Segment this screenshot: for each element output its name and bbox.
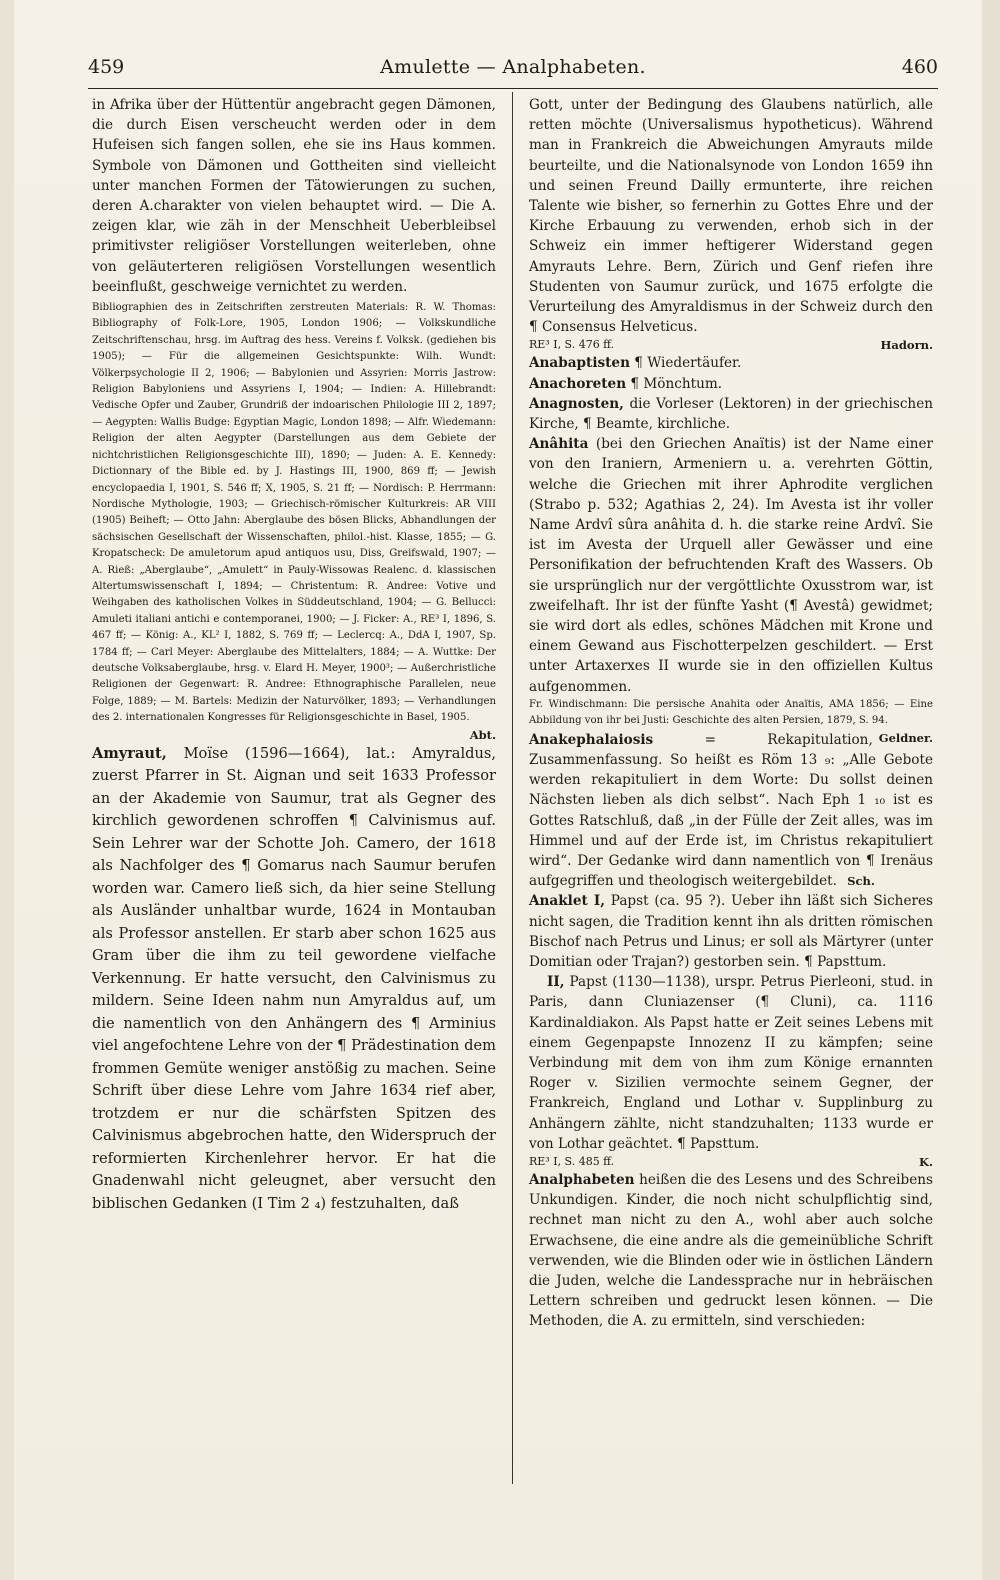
page-edge-left	[0, 0, 14, 1580]
anahita-reference-text: Fr. Windischmann: Die persische Anahita oder Anaïtis, AMA 1856; — Eine Abbildung von ihr bei Justi: Geschichte des alten Persien, 1879, S. 94.	[529, 698, 933, 727]
entry-analphabeten	[529, 1170, 933, 1332]
running-head	[88, 54, 938, 84]
amyraut-reference-text: RE³ I, S. 476 ff.	[529, 338, 615, 352]
page-edge-right	[982, 0, 1000, 1580]
amyraut-continuation: Gott, unter der Bedingung des Glaubens natürlich, alle retten möchte (Universalismus hypotheticus). Während man in Frankreich die Abweichungen Amyrauts milde beurteilte, und die Nationalsynode von London 1659 ihn und seinen Freund Dailly ermunterte, ihre reichen Talente wie bisher, so fernerhin zu Gottes Ehre und der Kirche Erbauung zu verwenden, erhob sich in der Schweiz ein immer heftigerer Widerstand gegen Amyrauts Lehre. Bern, Zürich und Genf riefen ihre Studenten von Saumur zurück, und 1675 erfolgte die Verurteilung des Amyraldismus in der Schweiz durch den ¶ Consensus Helveticus.	[529, 97, 933, 336]
lemma-anaklet: Anaklet I,	[529, 893, 606, 910]
entry-anahita	[529, 434, 933, 697]
lemma-anahita: Anâhita	[529, 436, 589, 453]
left-column	[92, 95, 496, 1215]
running-title: Amulette — Analphabeten.	[380, 56, 646, 78]
lemma-anakephalaiosis: Anakephalaiosis	[529, 731, 654, 748]
anaklet-reference-text: RE³ I, S. 485 ff.	[529, 1154, 615, 1168]
right-column	[529, 95, 933, 1332]
anaklet-reference	[529, 1154, 933, 1170]
page-number-right: 460	[901, 56, 938, 78]
anakephalaiosis-text: = Rekapitulation, Zusammenfassung. So heißt es Röm 13 ₉: „Alle Gebote werden rekapituliert in dem Worte: Du sollst deinen Nächsten lieben als dich selbst“. Nach Eph 1 ₁₀ ist es Gottes Ratschluß, daß „in der Fülle der Zeit alles, was im Himmel und auf der Erde ist, im Christus rekapituliert wird“. Der Gedanke wird dann namentlich von ¶ Irenäus aufgegriffen und theologisch weitergebildet.	[529, 731, 933, 890]
anaklet-ii-text: Papst (1130—1138), urspr. Petrus Pierleoni, stud. in Paris, dann Cluniazenser (¶ Cluni), ca. 1116 Kardinaldiakon. Als Papst hatte er Zeit seines Lebens mit einem Gegenpapste Innozenz II zu kämpfen; seine Verbindung mit dem von ihm zum Könige ernannten Roger v. Sizilien vermochte seinem Gegner, der Frankreich, England und Lothar v. Supplinburg zu Anhängern zählte, nicht standzuhalten; 1133 wurde er von Lothar geächtet. ¶ Papsttum.	[529, 974, 933, 1152]
header-rule	[88, 88, 938, 89]
amulette-signature: Abt.	[469, 727, 496, 742]
anagnosten-text: die Vorleser (Lektoren) in der griechischen Kirche, ¶ Beamte, kirchliche.	[529, 395, 933, 433]
anaklet-signature: K.	[919, 1154, 933, 1169]
lemma-anachoreten: Anachoreten	[529, 375, 627, 392]
entry-amyraut	[92, 743, 496, 1216]
lemma-anabaptisten: Anabaptisten	[529, 355, 630, 372]
entry-anaklet-ii	[529, 972, 933, 1154]
amyraut-reference	[529, 337, 933, 353]
entry-anagnosten	[529, 394, 933, 434]
lemma-anagnosten: Anagnosten,	[529, 395, 624, 412]
amulette-bibliography: Bibliographien des in Zeitschriften zerstreuten Materials: R. W. Thomas: Bibliography of Folk-Lore, 1905, London 1906; — Volkskundliche Zeitschriftenschau, hrsg. im Auftrag des hess. Vereins f. Volksk. (gediehen bis 1905); — Für die allgemeinen Gesichtspunkte: Wilh. Wundt: Völkerpsychologie II 2, 1906; — Babylonien und Assyrien: Morris Jastrow: Religion Babyloniens und Assyriens I, 1904; — Indien: A. Hillebrandt: Vedische Opfer und Zauber, Grundriß der indoarischen Philologie III 2, 1897; — Aegypten: Wallis Budge: Egyptian Magic, London 1898; — Alfr. Wiedemann: Religion der alten Aegypter (Darstellungen aus dem Gebiete der nichtchristlichen Religionsgeschichte III), 1890; — Juden: A. E. Kennedy: Dictionnary of the Bible ed. by J. Hastings III, 1900, 869 ff; — Jewish encyclopaedia I, 1901, S. 546 ff; X, 1905, S. 21 ff; — Nordisch: P. Herrmann: Nordische Mythologie, 1903; — Griechisch-römischer Kulturkreis: AR VIII (1905) Beiheft; — Otto Jahn: Aberglaube des bösen Blicks, Abhandlungen der sächsischen Gesellschaft der Wissenschaften, philol.-hist. Klasse, 1855; — G. Kropatscheck: De amuletorum apud antiquos usu, Diss, Greifswald, 1907; — A. Rieß: „Aberglaube“, „Amulett“ in Pauly-Wissowas Realenc. d. klassischen Altertumswissenschaft I, 1894; — Christentum: R. Andree: Votive und Weihgaben des katholischen Volkes in Süddeutschland, 1904; — G. Bellucci: Amuleti italiani antichi e contemporanei, 1900; — J. Ficker: A., RE³ I, 1896, S. 467 ff; — König: A., KL² I, 1882, S. 769 ff; — Leclercq: A., DdA I, 1907, Sp. 1784 ff; — Carl Meyer: Aberglaube des Mittelalters, 1884; — A. Wuttke: Der deutsche Volksaberglaube, hrsg. v. Elard H. Meyer, 1900³; — Außerchristliche Religionen der Gegenwart: R. Andree: Ethnographische Parallelen, neue Folge, 1889; — M. Bartels: Medizin der Naturvölker, 1893; — Verhandlungen des 2. internationalen Kongresses für Religionsgeschichte in Basel, 1905.	[92, 302, 496, 724]
analphabeten-text: heißen die des Lesens und des Schreibens Unkundigen. Kinder, die noch nicht schulpflichtig sind, rechnet man nicht zu den A., wohl aber auch solche Erwachsene, die eine andre als die gemeinübliche Schrift verwenden, wie die Blinden oder wie in östlichen Ländern die Juden, welche die Landessprache nur in hebräischen Lettern schreiben und gedruckt lesen können. — Die Methoden, die A. zu ermitteln, sind verschieden:	[529, 1171, 934, 1330]
amulette-paragraph: in Afrika über der Hüttentür angebracht gegen Dämonen, die durch Eisen verscheucht werden oder in dem Hufeisen sich fangen sollen, ehe sie ins Haus kommen. Symbole von Dämonen und Gottheiten sind vielleicht unter manchen Formen der Tätowierungen zu suchen, deren A.charakter von vielen behauptet wird. — Die A. zeigen klar, wie zäh in der Menschheit Ueberbleibsel primitivster religiöser Vorstellungen weiterleben, ohne von geläuterteren religiösen Vorstellungen wesentlich beeinflußt, geschweige vernichtet zu werden.	[92, 97, 496, 295]
anaklet-text: Papst (ca. 95 ?). Ueber ihn läßt sich Sicheres nicht sagen, die Tradition kennt ihn als dritten römischen Bischof nach Petrus und Linus; er soll als Märtyrer (unter Domitian oder Trajan?) gestorben sein. ¶ Papsttum.	[529, 893, 934, 970]
page-number-left: 459	[88, 56, 125, 78]
lemma-anaklet-ii: II,	[547, 974, 565, 991]
entry-anachoreten	[529, 374, 933, 394]
anahita-signature: Geldner.	[878, 730, 933, 745]
lemma-amyraut: Amyraut,	[92, 744, 167, 762]
amyraut-signature: Hadorn.	[880, 338, 933, 353]
column-rule	[512, 92, 513, 1484]
anakephalaiosis-signature: Sch.	[847, 874, 875, 889]
lemma-analphabeten: Analphabeten	[529, 1171, 635, 1188]
amyraut-text: Moïse (1596—1664), lat.: Amyraldus, zuerst Pfarrer in St. Aignan und seit 1633 Professor an der Akademie von Saumur, trat als Gegner des kirchlich gewordenen schroffen ¶ Calvinismus auf. Sein Lehrer war der Schotte Joh. Camero, der 1618 als Nachfolger des ¶ Gomarus nach Saumur berufen worden war. Camero ließ sich, da hier seine Stellung als Ausländer unhaltbar wurde, 1624 in Montauban als Professor anstellen. Er starb aber schon 1625 aus Gram über die ihm zu teil gewordene vielfache Verkennung. Er hatte versucht, den Calvinismus zu mildern. Seine Ideen nahm nun Amyraldus auf, um die namentlich von den Anhängern des ¶ Arminius viel angefochtene Lehre von der ¶ Prädestination dem frommen Gemüte weniger anstößig zu machen. Seine Schrift über diese Lehre vom Jahre 1634 rief aber, trotzdem er nur die schärfsten Spitzen des Calvinismus abgebrochen hatte, den Widerspruch der reformierten Kirchenlehrer hervor. Er hat die Gnadenwahl nicht geleugnet, aber versucht den biblischen Gedanken (I Tim 2 ₄) festzuhalten, daß	[92, 744, 496, 1212]
anabaptisten-text: ¶ Wiedertäufer.	[634, 355, 742, 372]
entry-anabaptisten	[529, 353, 933, 373]
anachoreten-text: ¶ Mönchtum.	[630, 375, 723, 392]
entry-anaklet	[529, 891, 933, 972]
entry-anakephalaiosis	[529, 730, 933, 892]
anahita-text: (bei den Griechen Anaïtis) ist der Name einer von den Iraniern, Armeniern u. a. verehrten Göttin, welche die Griechen mit ihrer Aphrodite verglichen (Strabo p. 532; Agathias 2, 24). Im Avesta ist ihr voller Name Ardvî sûra anâhita d. h. die starke reine Ardvî. Sie ist im Avesta der Urquell aller Gewässer und eine Personifikation der befruchtenden Kraft des Wassers. Ob sie ursprünglich nur der vergöttlichte Oxusstrom war, ist zweifelhaft. Ihr ist der fünfte Yasht (¶ Avestâ) gewidmet; sie wird dort als edles, schönes Mädchen mit Krone und einem Gewand aus Fischotterpelzen geschildert. — Erst unter Artaxerxes II wurde sie in den offiziellen Kultus aufgenommen.	[529, 436, 933, 695]
